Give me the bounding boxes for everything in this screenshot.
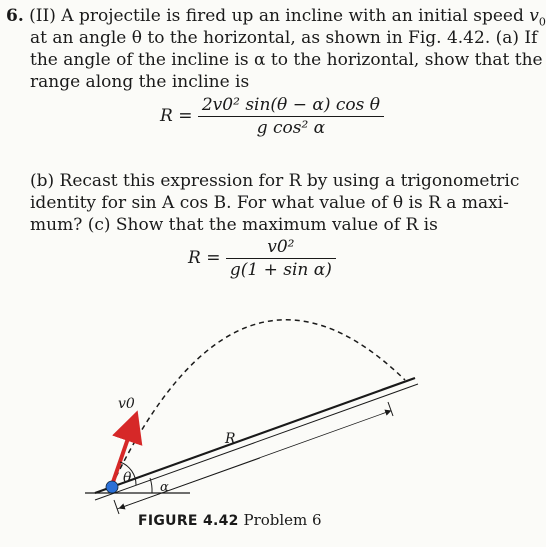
problem-line-3: the angle of the incline is α to the horizontal, show that the <box>30 50 543 70</box>
part-b-line-2: identity for sin A cos B. For what value of θ is R a maxi- <box>30 193 509 213</box>
eq1-lhs: R = <box>160 106 193 126</box>
eq2-lhs: R = <box>188 248 221 268</box>
incline-surface <box>95 378 415 493</box>
eq1-numerator: 2v0² sin(θ − α) cos θ <box>198 94 384 117</box>
part-b-line-1: (b) Recast this expression for R by using a trigonometric <box>30 171 520 191</box>
figure-caption <box>138 511 322 529</box>
alpha-arc <box>150 478 152 493</box>
speed-sub: 0 <box>538 15 546 29</box>
eq2-numerator: v0² <box>226 236 336 259</box>
incline-underside <box>95 384 418 500</box>
label-R: R <box>225 431 236 447</box>
problem-line-2: at an angle θ to the horizontal, as shown in Fig. 4.42. (a) If <box>30 28 538 48</box>
eq2-denominator: g(1 + sin α) <box>229 260 332 280</box>
eq1-denominator: g cos² α <box>256 118 326 138</box>
label-alpha: α <box>160 480 169 495</box>
range-tick-start <box>114 500 119 514</box>
problem-line-4: range along the incline is <box>30 72 250 92</box>
speed-var: v <box>529 6 539 26</box>
problem-difficulty: (II) <box>29 6 56 26</box>
label-theta: θ <box>123 470 132 486</box>
range-tick-end <box>388 402 393 416</box>
trajectory-path <box>112 320 405 485</box>
label-v0: v0 <box>118 396 135 412</box>
caption-text: Problem 6 <box>243 511 322 529</box>
part-b-line-3: mum? (c) Show that the maximum value of R is <box>30 215 438 235</box>
problem-text-1: A projectile is fired up an incline with an initial speed <box>61 6 524 26</box>
projectile-ball <box>106 481 118 493</box>
problem-number: 6. <box>6 6 24 26</box>
caption-label: FIGURE 4.42 <box>138 513 239 529</box>
